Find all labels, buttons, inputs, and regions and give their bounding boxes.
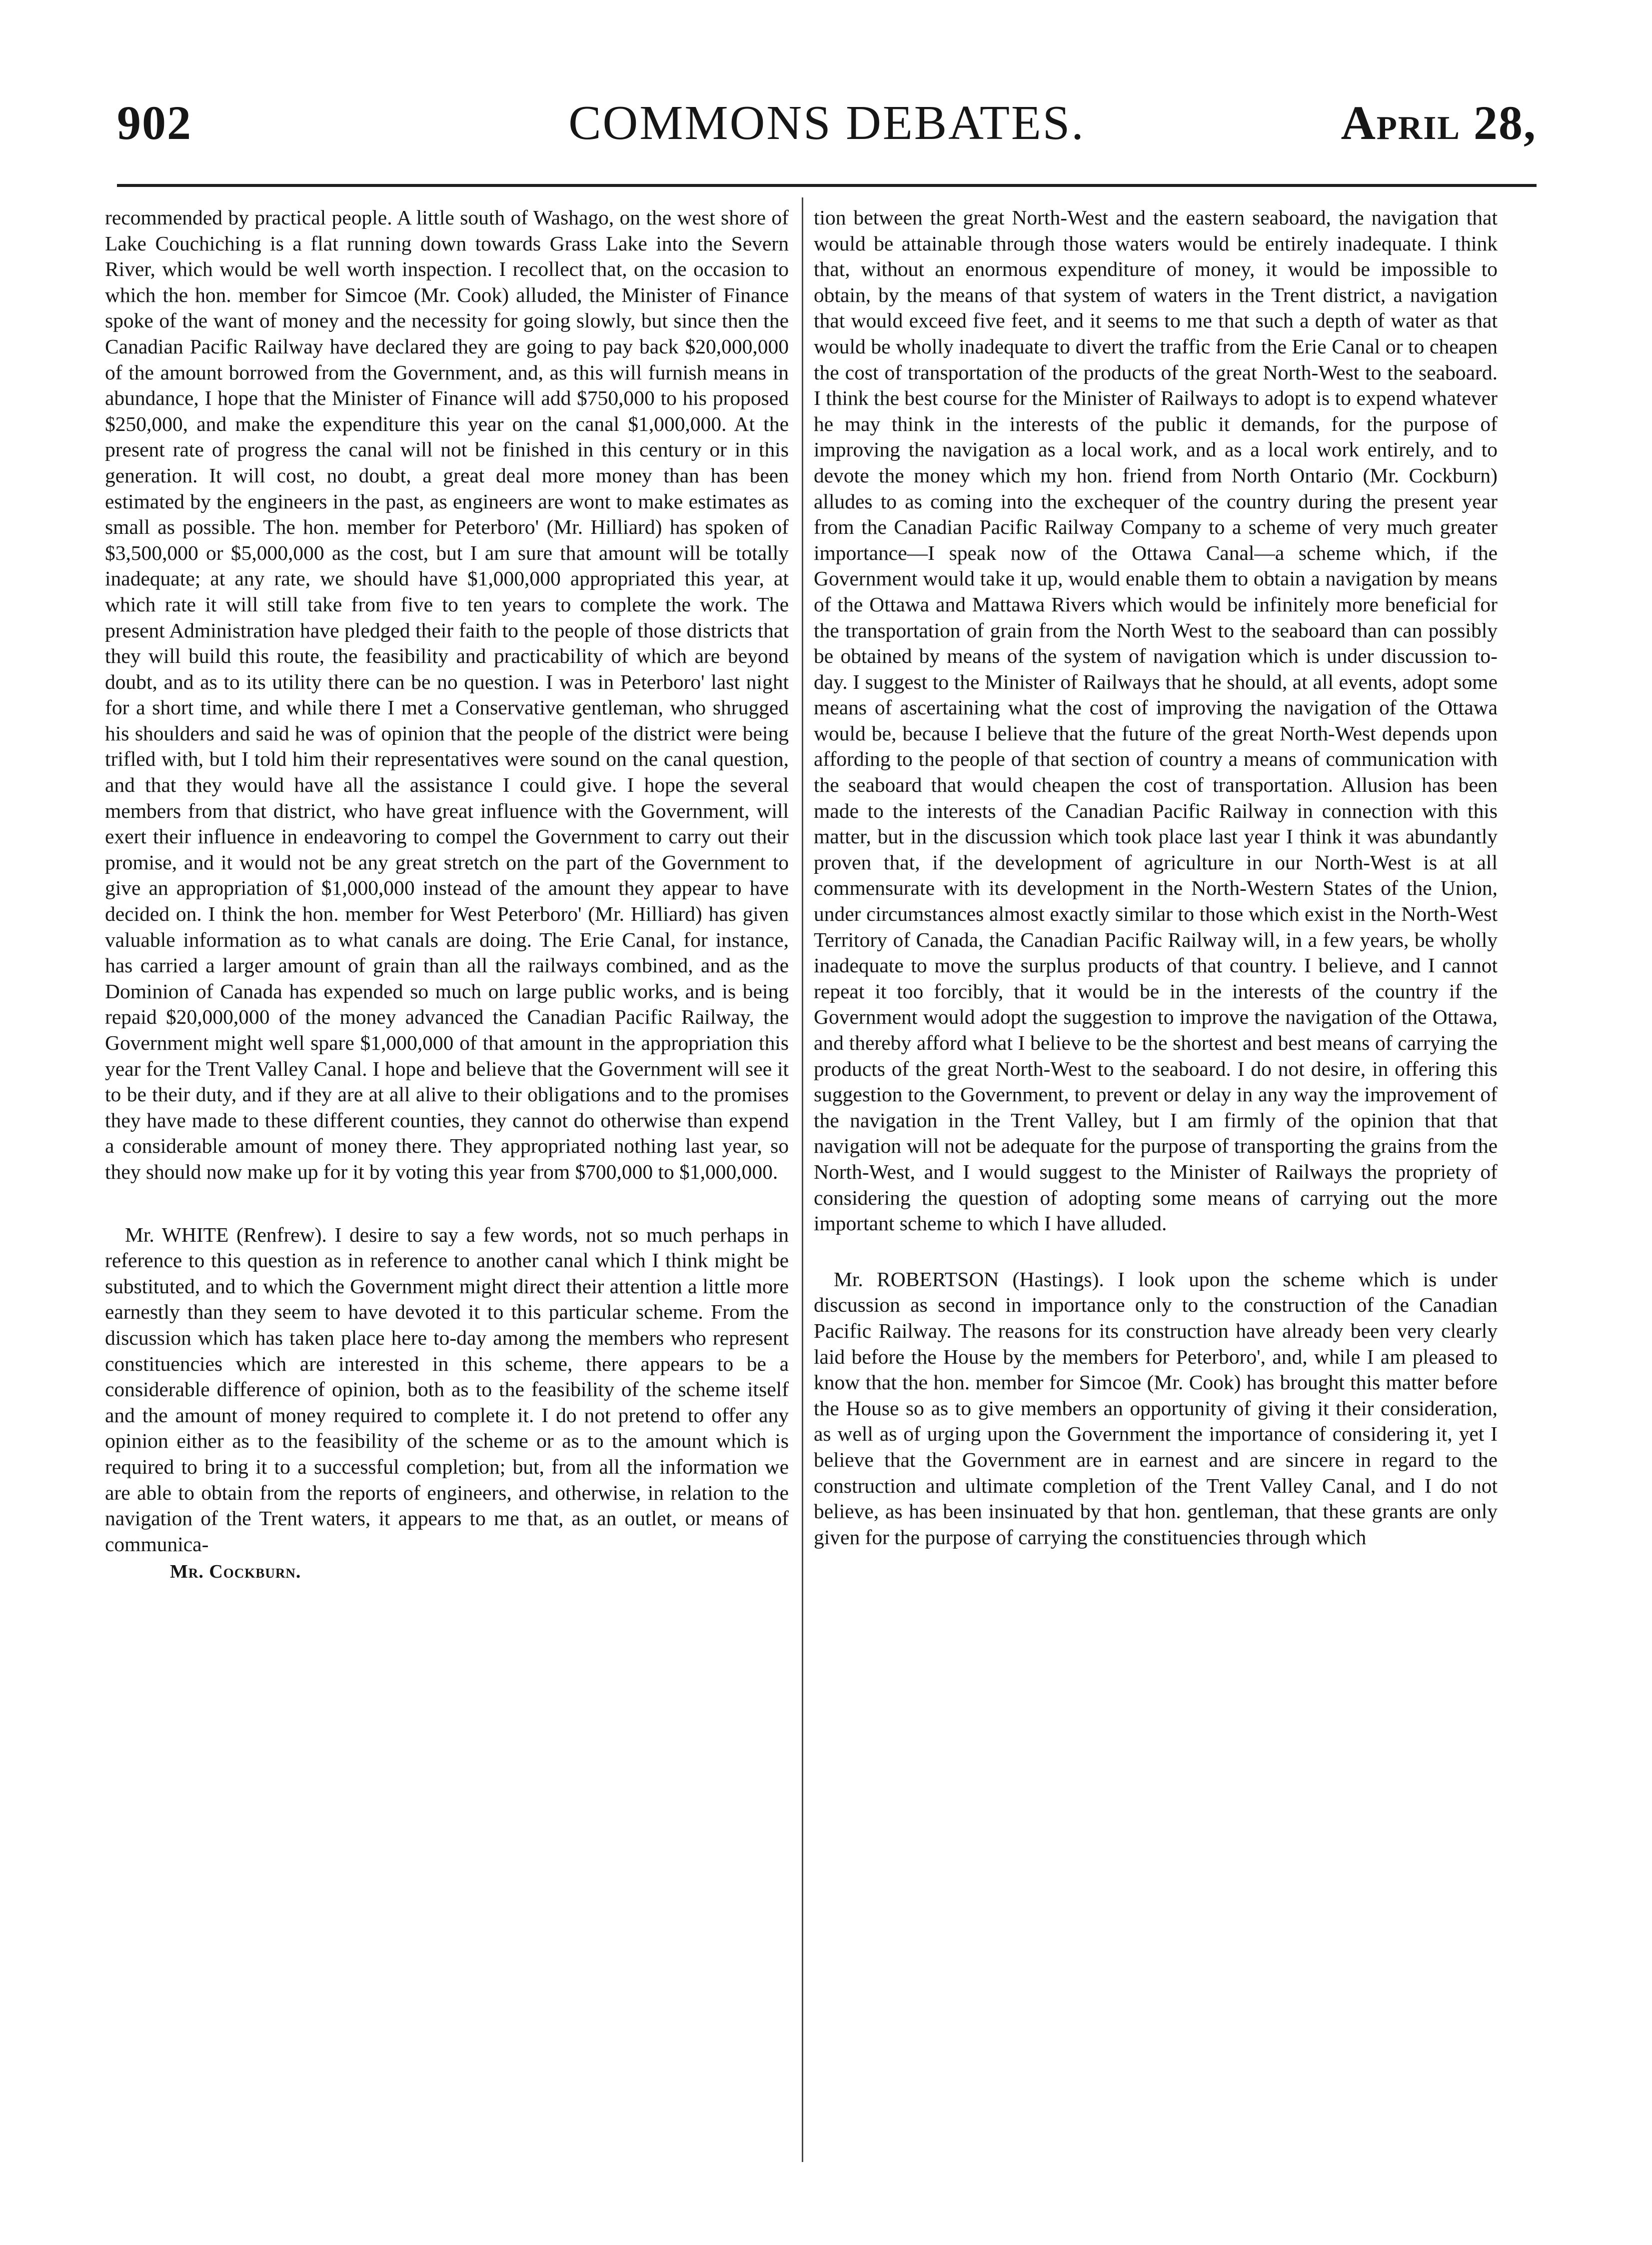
header-date: April 28,	[1341, 96, 1537, 149]
page-header	[117, 95, 1537, 170]
robertson-speech	[814, 1267, 1498, 1551]
speaker-name: Mr. WHITE (Renfrew).	[125, 1223, 327, 1246]
page-number: 902	[117, 96, 192, 149]
left-column	[105, 205, 789, 1585]
running-title: COMMONS DEBATES.	[568, 96, 1085, 150]
right-column	[814, 205, 1498, 1550]
column-divider	[802, 197, 803, 2162]
header-rule	[117, 184, 1537, 187]
speech-text: I look upon the scheme which is under discussion as second in importance only to the construction of the Canadian Pacific Railway. The reasons for its construction have already been very clearly laid before the House by the members for Peterboro', and, while I am pleased to know that the hon. member for Simcoe (Mr. Cook) has brought this matter before the House so as to give members an opportunity of giving it their consideration, as well as of urging upon the Government the importance of considering it, yet I believe that the Government are in earnest and are sincere in regard to the construction and ultimate completion of the Trent Valley Canal, and I do not believe, as has been insinuated by that hon. gentleman, that these grants are only given for the purpose of carrying the constituencies through which	[814, 1267, 1498, 1549]
speech-text: I desire to say a few words, not so much perhaps in reference to this question as in reference to another canal which I think might be substituted, and to which the Government might direct their attention a little more earnestly than they seem to have devoted it to this particular scheme. From the discussion which has taken place here to-day among the members who represent constituencies which are interested in this scheme, there appears to be a considerable difference of opinion, both as to the feasibility of the scheme itself and the amount of money required to complete it. I do not pretend to offer any opinion either as to the feasibility of the scheme or as to the amount which is required to bring it to a successful completion; but, from all the information we are able to obtain from the reports of engineers, and otherwise, in relation to the navigation of the Trent waters, it appears to me that, as an outlet, or means of communica-	[105, 1223, 789, 1556]
white-speech	[105, 1222, 789, 1558]
left-paragraph-continued: recommended by practical people. A little south of Washago, on the west shore of Lake Couchiching is a flat running down towards Grass Lake into the Severn River, which would be well worth inspection. I recollect that, on the occasion to which the hon. member for Simcoe (Mr. Cook) alluded, the Minister of Finance spoke of the want of money and the necessity for going slowly, but since then the Canadian Pacific Railway have declared they are going to pay back $20,000,000 of the amount borrowed from the Government, and, as this will furnish means in abundance, I hope that the Minister of Finance will add $750,000 to his proposed $250,000, and make the expenditure this year on the canal $1,000,000. At the present rate of progress the canal will not be finished in this century or in this generation. It will cost, no doubt, a great deal more money than has been estimated by the engineers in the past, as engineers are wont to make estimates as small as possible. The hon. member for Peterboro' (Mr. Hilliard) has spoken of $3,500,000 or $5,000,000 as the cost, but I am sure that amount will be totally inadequate; at any rate, we should have $1,000,000 appropriated this year, at which rate it will still take from five to ten years to complete the work. The present Administration have pledged their faith to the people of those districts that they will build this route, the feasibility and practicability of which are beyond doubt, and as to its utility there can be no question. I was in Peterboro' last night for a short time, and while there I met a Conservative gentleman, who shrugged his shoulders and said he was of opinion that the people of the district were being trifled with, but I told him their representatives were sound on the canal question, and that they would have all the assistance I could give. I hope the several members from that district, who have great influence with the Government, will exert their influence in endeavoring to compel the Government to carry out their promise, and it would not be any great stretch on the part of the Government to give an appropriation of $1,000,000 instead of the amount they appear to have decided on. I think the hon. member for West Peterboro' (Mr. Hilliard) has given valuable information as to what canals are doing. The Erie Canal, for instance, has carried a larger amount of grain than all the railways combined, and as the Dominion of Canada has expended so much on large public works, and is being repaid $20,000,000 of the money advanced the Canadian Pacific Railway, the Government might well spare $1,000,000 of that amount in the appropriation this year for the Trent Valley Canal. I hope and believe that the Government will see it to be their duty, and if they are at all alive to their obligations and to the promises they have made to these different counties, they cannot do otherwise than expend a considerable amount of money there. They appropriated nothing last year, so they should now make up for it by voting this year from $700,000 to $1,000,000.	[105, 206, 789, 1183]
footer-speaker-name: Mr. Cockburn.	[170, 1561, 301, 1583]
right-paragraph-continued: tion between the great North-West and the eastern seaboard, the navigation that would be attainable through those waters would be entirely inadequate. I think that, without an enormous expenditure of money, it would be impossible to obtain, by the means of that system of waters in the Trent district, a navigation that would exceed five feet, and it seems to me that such a depth of water as that would be wholly inadequate to divert the traffic from the Erie Canal or to cheapen the cost of transportation of the products of the great North-West to the seaboard. I think the best course for the Minister of Railways to adopt is to expend whatever he may think in the interests of the public it demands, for the purpose of improving the navigation as a local work, and as a local work entirely, and to devote the money which my hon. friend from North Ontario (Mr. Cockburn) alludes to as coming into the exchequer of the country during the present year from the Canadian Pacific Railway Company to a scheme of very much greater importance—I speak now of the Ottawa Canal—a scheme which, if the Government would take it up, would enable them to obtain a navigation by means of the Ottawa and Mattawa Rivers which would be infinitely more beneficial for the transportation of grain from the North West to the seaboard than can possibly be obtained by means of the system of navigation which is under discussion to-day. I suggest to the Minister of Railways that he should, at all events, adopt some means of ascertaining what the cost of improving the navigation of the Ottawa would be, because I believe that the future of the great North-West depends upon affording to the people of that section of country a means of communication with the seaboard that would cheapen the cost of transportation. Allusion has been made to the interests of the Canadian Pacific Railway in connection with this matter, but in the discussion which took place last year I think it was abundantly proven that, if the development of agriculture in our North-West is at all commensurate with its development in the North-Western States of the Union, under circumstances almost exactly similar to those which exist in the North-West Territory of Canada, the Canadian Pacific Railway will, in a few years, be wholly inadequate to move the surplus products of that country. I believe, and I cannot repeat it too forcibly, that it would be in the interests of the country if the Government would adopt the suggestion to improve the navigation of the Ottawa, and thereby afford what I believe to be the shortest and best means of carrying the products of the great North-West to the seaboard. I do not desire, in offering this suggestion to the Government, to prevent or delay in any way the improvement of the navigation in the Trent Valley, but I am firmly of the opinion that that navigation will not be adequate for the purpose of transporting the grains from the North-West, and I would suggest to the Minister of Railways the propriety of considering the question of adopting some means of carrying out the more important scheme to which I have alluded.	[814, 206, 1498, 1235]
speaker-name: Mr. ROBERTSON (Hastings).	[834, 1267, 1104, 1291]
